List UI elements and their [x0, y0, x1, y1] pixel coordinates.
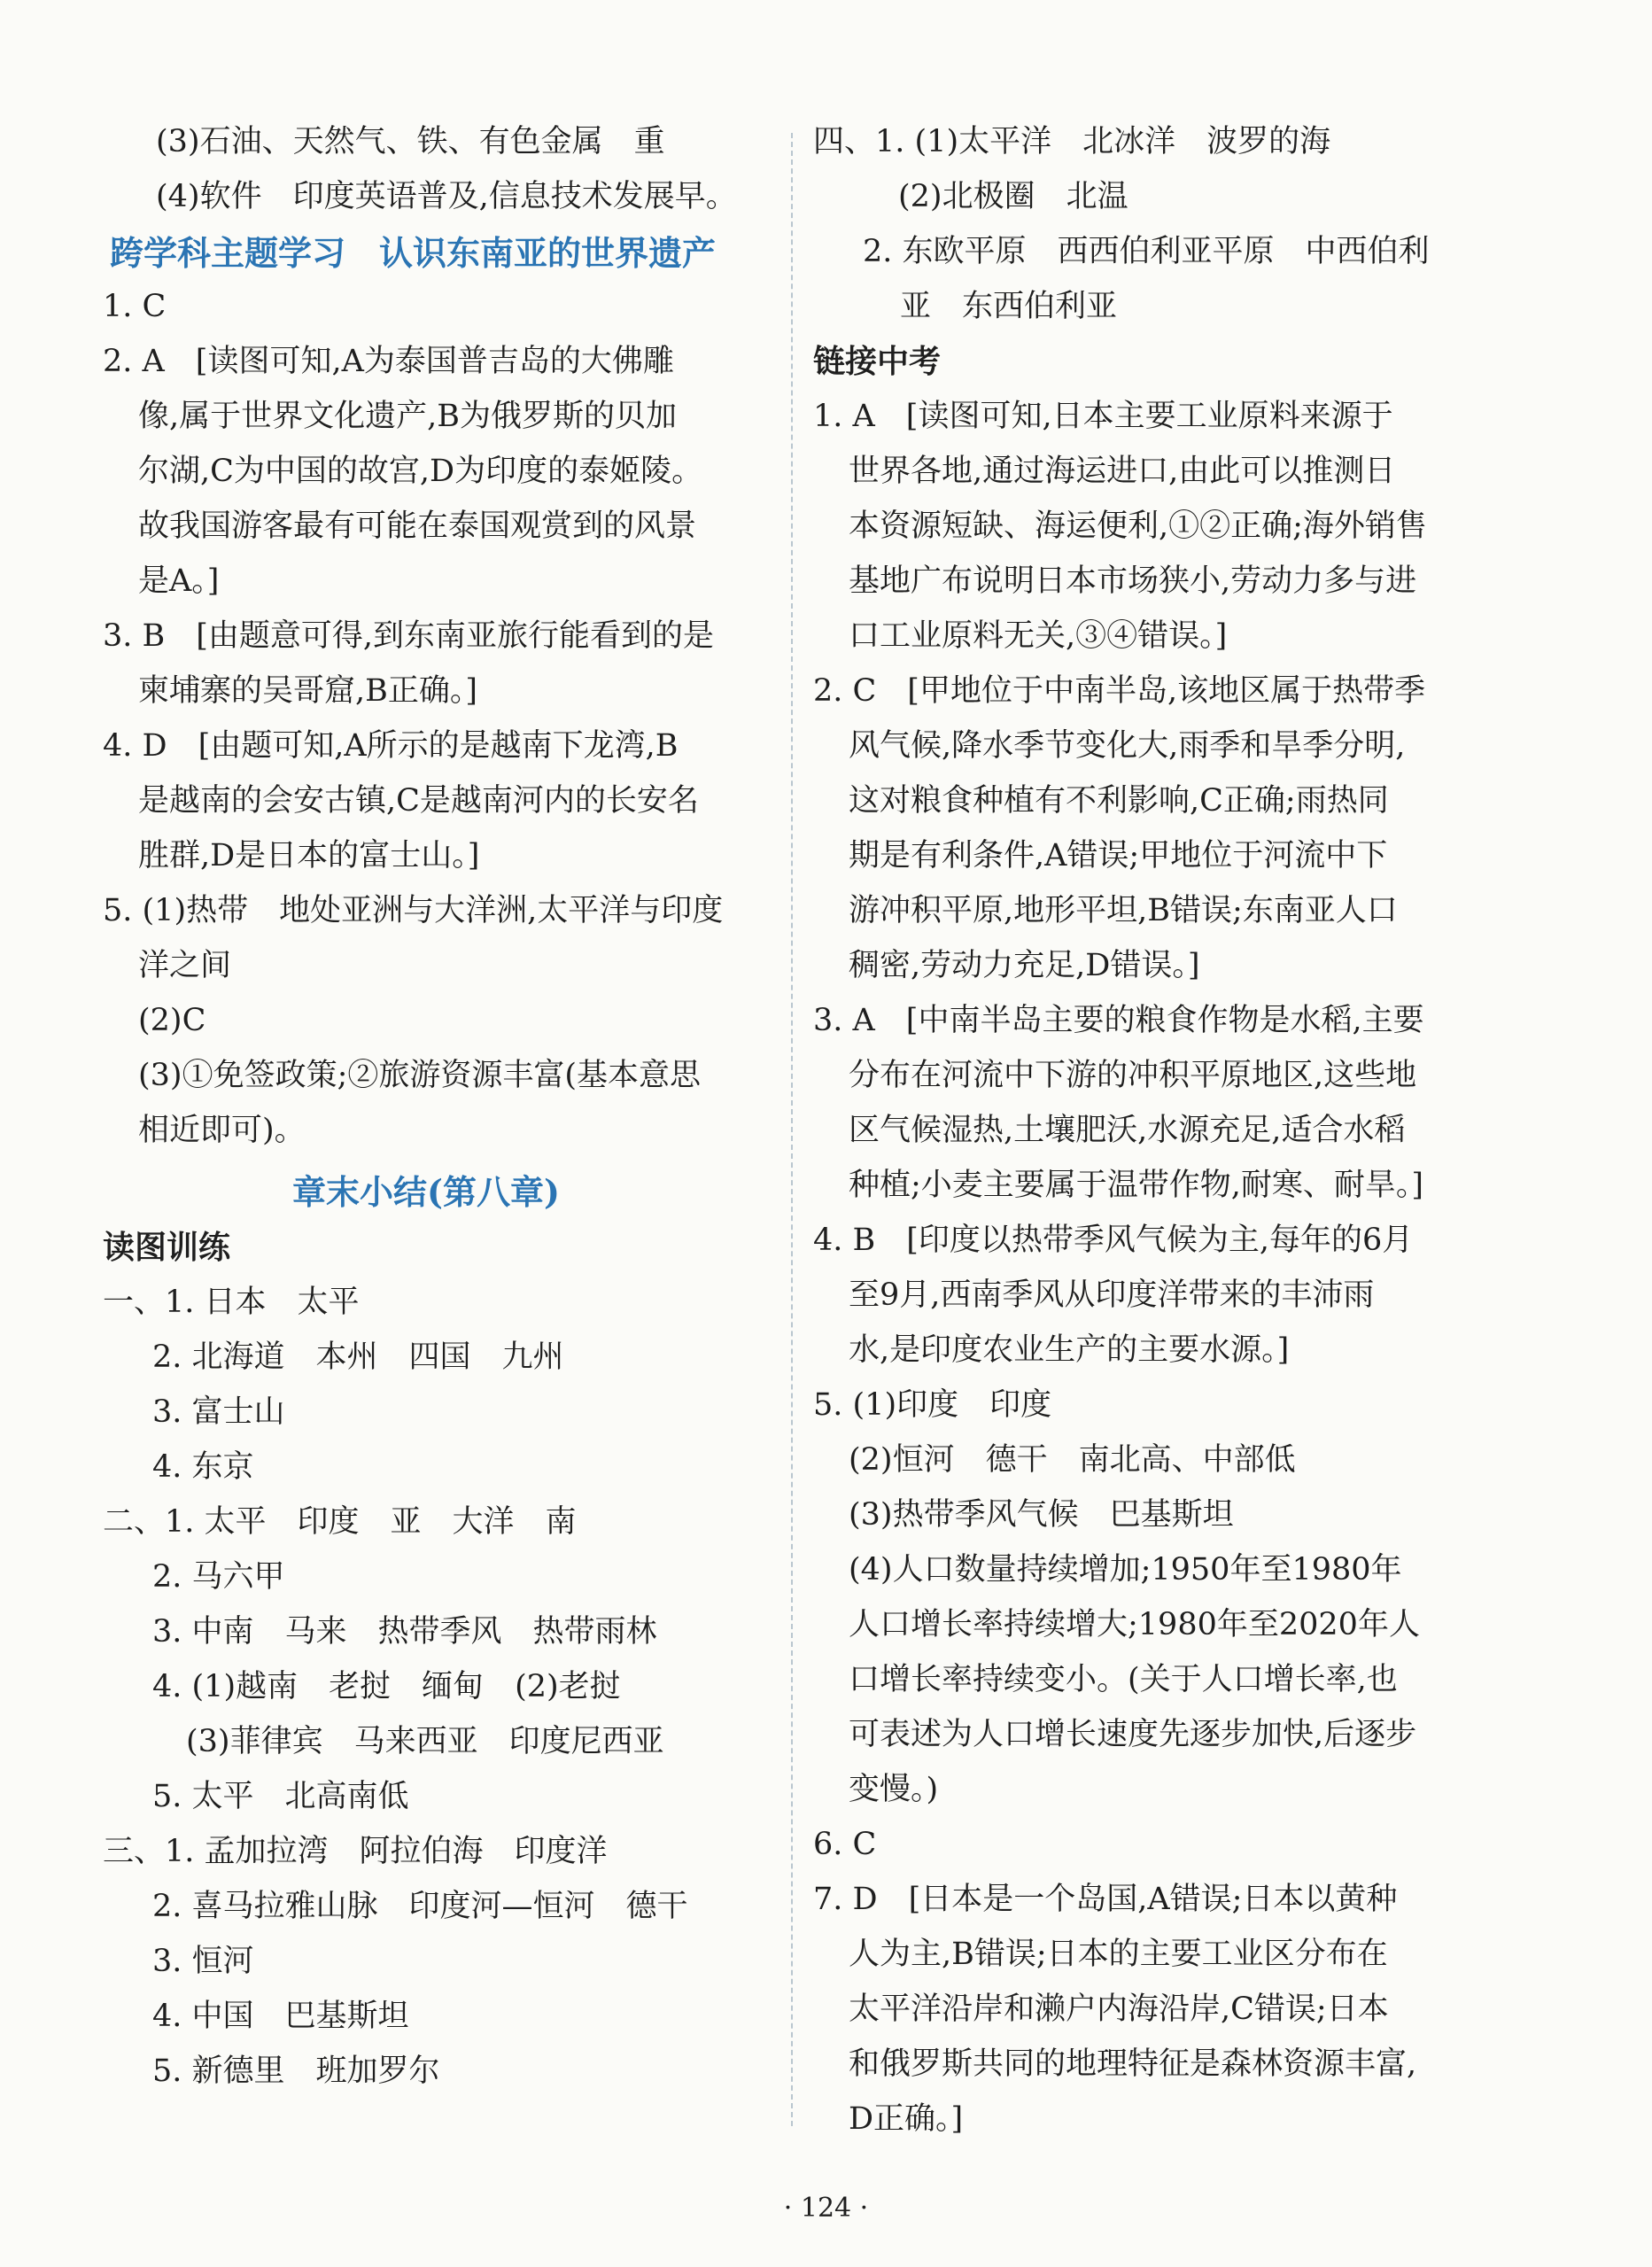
left-line: 1. C	[103, 289, 167, 324]
right-line: 人为主,B错误;日本的主要工业区分布在	[849, 1937, 1388, 1972]
left-line: 2. 北海道 本州 四国 九州	[152, 1339, 564, 1375]
right-line: 区气候湿热,土壤肥沃,水源充足,适合水稻	[849, 1113, 1406, 1148]
right-line: 3. A [中南半岛主要的粮食作物是水稻,主要	[813, 1003, 1424, 1038]
right-line: 稠密,劳动力充足,D错误。]	[849, 948, 1200, 983]
left-line: (2)C	[138, 1003, 206, 1038]
left-line: 尔湖,C为中国的故宫,D为印度的泰姬陵。	[138, 454, 703, 489]
left-line: 4. D [由题可知,A所示的是越南下龙湾,B	[103, 728, 679, 764]
right-line: 种植;小麦主要属于温带作物,耐寒、耐旱。]	[849, 1168, 1424, 1203]
right-line: 口工业原料无关,③④错误。]	[849, 618, 1228, 654]
left-line: 4. 中国 巴基斯坦	[152, 1999, 409, 2034]
left-line: 5. 新德里 班加罗尔	[152, 2053, 440, 2089]
right-line: 5. (1)印度 印度	[813, 1387, 1052, 1423]
right-line: 7. D [日本是一个岛国,A错误;日本以黄种	[813, 1882, 1398, 1917]
right-line: 人口增长率持续增大;1980年至2020年人	[849, 1607, 1420, 1642]
left-line: (3)①免签政策;②旅游资源丰富(基本意思	[138, 1058, 702, 1093]
right-line: 水,是印度农业生产的主要水源。]	[849, 1332, 1290, 1368]
right-line: 世界各地,通过海运进口,由此可以推测日	[849, 454, 1396, 489]
left-line: 5. 太平 北高南低	[152, 1779, 409, 1814]
right-line: 6. C	[813, 1827, 877, 1862]
left-line: 跨学科主题学习 认识东南亚的世界遗产	[110, 233, 717, 273]
right-line: 2. C [甲地位于中南半岛,该地区属于热带季	[813, 673, 1426, 709]
right-line: 变慢。)	[849, 1772, 939, 1807]
right-line: 至9月,西南季风从印度洋带来的丰沛雨	[849, 1277, 1375, 1313]
left-line: 4. 东京	[152, 1449, 254, 1485]
left-line: 2. 喜马拉雅山脉 印度河—恒河 德干	[152, 1889, 688, 1924]
left-line: (3)菲律宾 马来西亚 印度尼西亚	[186, 1724, 664, 1759]
right-line: (4)人口数量持续增加;1950年至1980年	[849, 1552, 1402, 1588]
left-line: 故我国游客最有可能在泰国观赏到的风景	[138, 509, 697, 544]
right-line: D正确。]	[849, 2101, 964, 2137]
left-line: 章末小结(第八章)	[292, 1172, 560, 1212]
left-line: (3)石油、天然气、铁、有色金属 重	[156, 124, 665, 159]
left-line: 4. (1)越南 老挝 缅甸 (2)老挝	[152, 1669, 621, 1704]
right-line: 基地广布说明日本市场狭小,劳动力多与进	[849, 563, 1417, 599]
left-line: 3. B [由题意可得,到东南亚旅行能看到的是	[103, 618, 715, 654]
left-line: 胜群,D是日本的富士山。]	[138, 838, 480, 873]
left-line: 3. 中南 马来 热带季风 热带雨林	[152, 1614, 657, 1650]
right-line: 分布在河流中下游的冲积平原地区,这些地	[849, 1058, 1417, 1093]
right-line: 1. A [读图可知,日本主要工业原料来源于	[813, 399, 1393, 434]
left-line: 柬埔寨的吴哥窟,B正确。]	[138, 673, 478, 709]
right-line: 这对粮食种植有不利影响,C正确;雨热同	[849, 783, 1389, 819]
left-line: 3. 富士山	[152, 1394, 285, 1430]
right-line: (3)热带季风气候 巴基斯坦	[849, 1497, 1234, 1533]
left-line: 3. 恒河	[152, 1944, 254, 1979]
left-line: 是越南的会安古镇,C是越南河内的长安名	[138, 783, 699, 819]
page-number: · 124 ·	[783, 2193, 869, 2224]
left-line: 读图训练	[103, 1229, 231, 1266]
right-line: 亚 东西伯利亚	[900, 289, 1118, 324]
right-line: 口增长率持续变小。(关于人口增长率,也	[849, 1662, 1398, 1697]
left-line: 5. (1)热带 地处亚洲与大洋洲,太平洋与印度	[103, 893, 724, 928]
left-line: 2. A [读图可知,A为泰国普吉岛的大佛雕	[103, 344, 674, 379]
column-divider	[791, 133, 793, 2126]
right-line: 游冲积平原,地形平坦,B错误;东南亚人口	[849, 893, 1398, 928]
right-line: (2)恒河 德干 南北高、中部低	[849, 1442, 1296, 1478]
left-line: 是A。]	[138, 563, 220, 599]
right-line: 本资源短缺、海运便利,①②正确;海外销售	[849, 509, 1427, 544]
left-line: 洋之间	[138, 948, 232, 983]
left-line: 三、1. 孟加拉湾 阿拉伯海 印度洋	[103, 1834, 608, 1869]
left-line: 2. 马六甲	[152, 1559, 285, 1595]
right-line: 和俄罗斯共同的地理特征是森林资源丰富,	[849, 2046, 1417, 2082]
left-line: (4)软件 印度英语普及,信息技术发展早。	[156, 179, 737, 214]
right-line: 期是有利条件,A错误;甲地位于河流中下	[849, 838, 1388, 873]
left-line: 像,属于世界文化遗产,B为俄罗斯的贝加	[138, 399, 677, 434]
right-line: 四、1. (1)太平洋 北冰洋 波罗的海	[813, 124, 1331, 159]
right-line: 可表述为人口增长速度先逐步加快,后逐步	[849, 1717, 1417, 1752]
right-line: 4. B [印度以热带季风气候为主,每年的6月	[813, 1223, 1414, 1258]
right-line: 链接中考	[813, 343, 942, 380]
left-line: 二、1. 太平 印度 亚 大洋 南	[103, 1504, 577, 1540]
right-line: 太平洋沿岸和濑户内海沿岸,C错误;日本	[849, 1991, 1389, 2027]
right-line: 风气候,降水季节变化大,雨季和旱季分明,	[849, 728, 1406, 764]
left-line: 相近即可)。	[138, 1113, 306, 1148]
right-line: 2. 东欧平原 西西伯利亚平原 中西伯利	[863, 234, 1430, 269]
left-line: 一、1. 日本 太平	[103, 1285, 360, 1320]
right-line: (2)北极圈 北温	[898, 179, 1128, 214]
